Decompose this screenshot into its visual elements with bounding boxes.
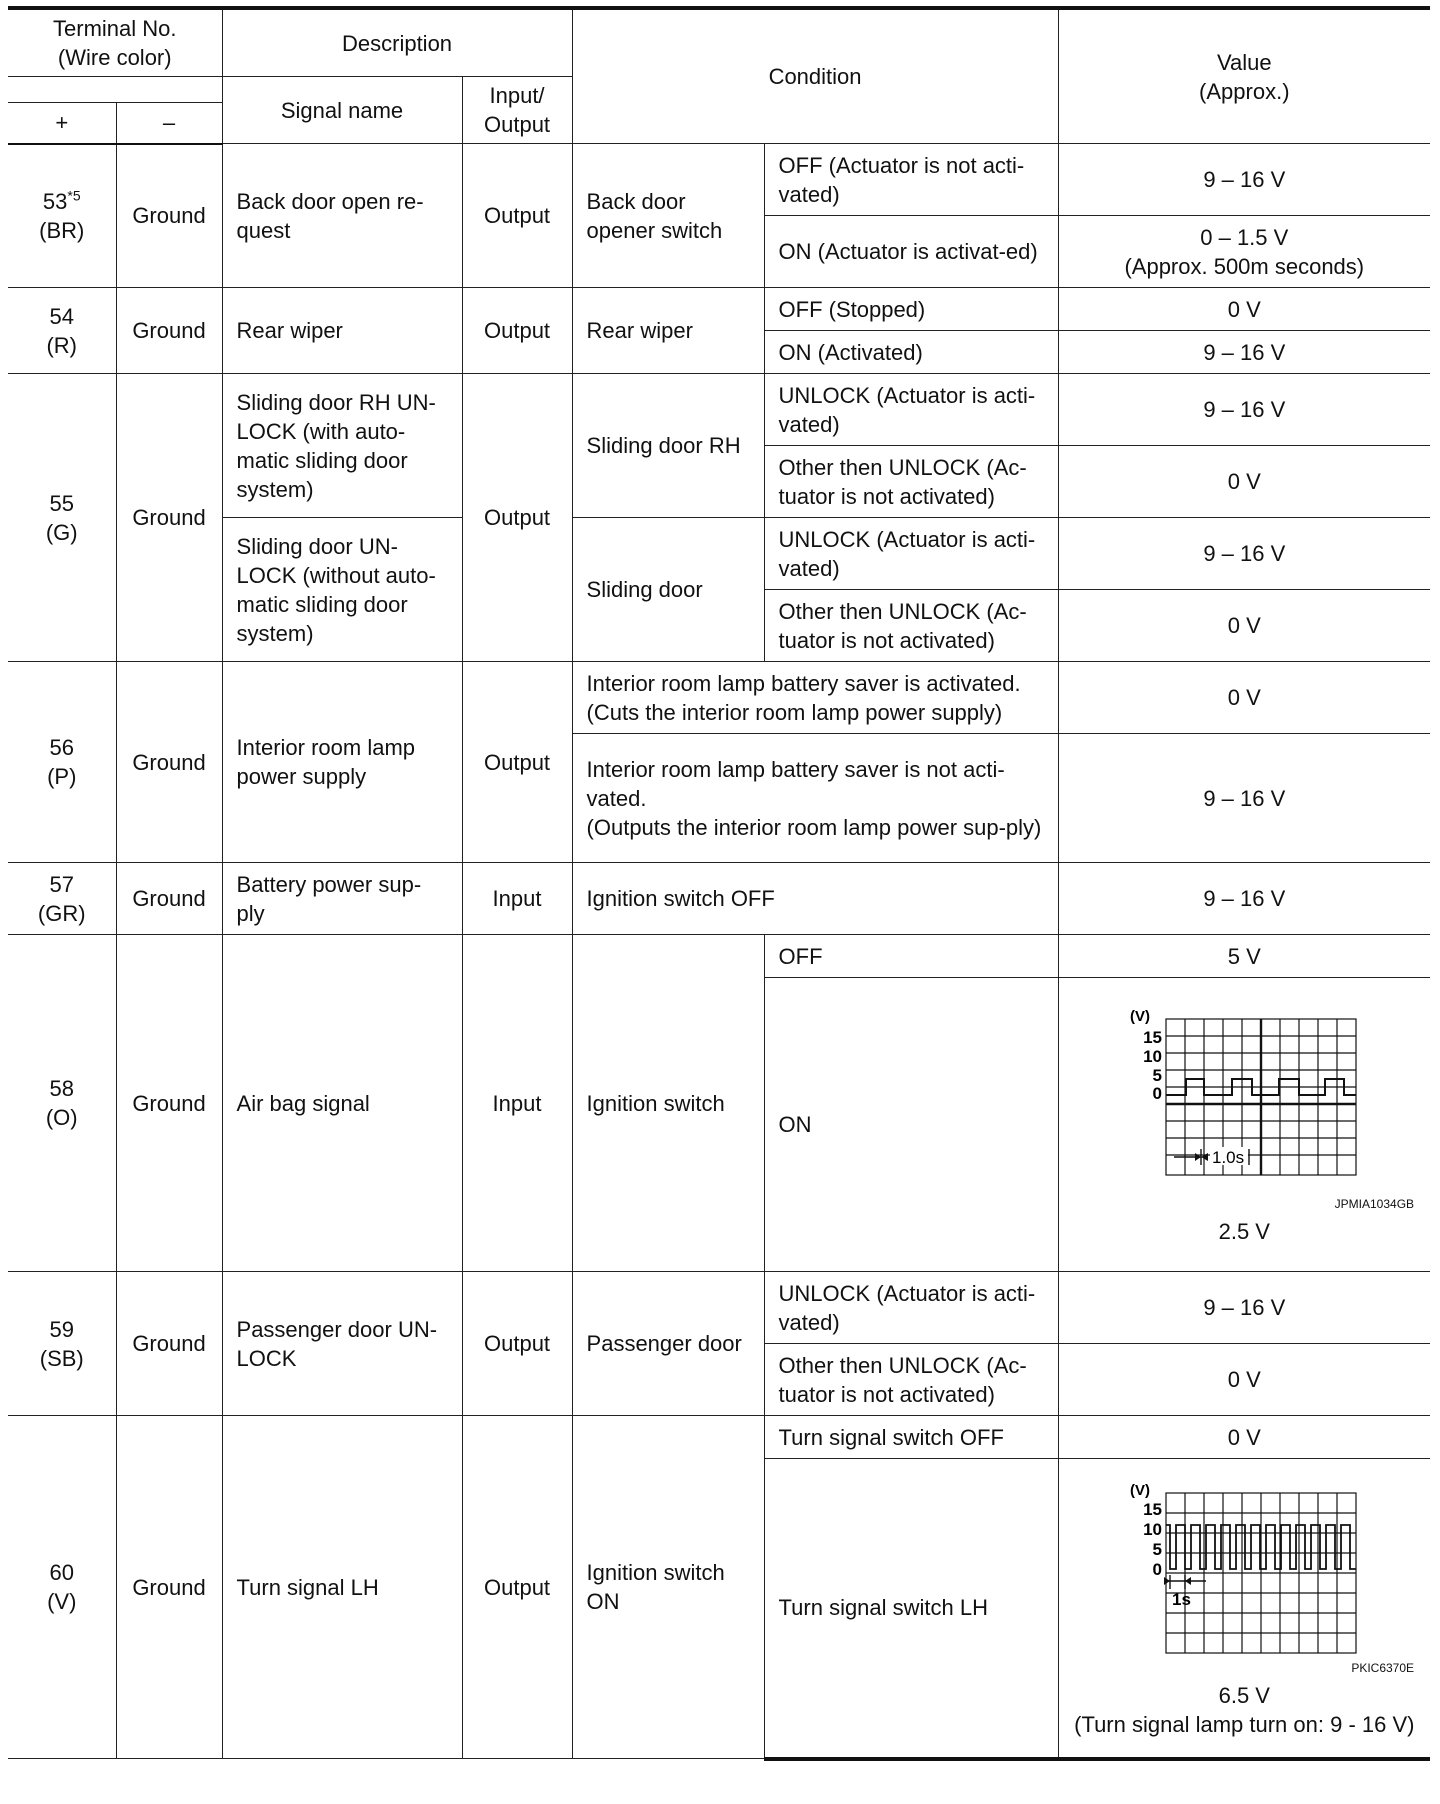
- value-cell: 0 V: [1058, 288, 1430, 331]
- waveform-tick: 5: [1152, 1539, 1163, 1559]
- terminal-number: 55: [49, 490, 74, 516]
- header-terminal-no: [8, 8, 222, 77]
- io-cell: Output: [462, 144, 572, 288]
- condition-line: Interior room lamp battery saver is activated.: [586, 670, 1021, 696]
- terminal-spec-table-container: [8, 6, 1430, 1761]
- condition-cell: Rear wiper: [572, 288, 764, 374]
- condition-cell: Passenger door: [572, 1272, 764, 1416]
- waveform-time-label: 1s: [1172, 1589, 1192, 1609]
- terminal-spec-table: [8, 6, 1430, 1761]
- condition-cell: Ignition switch OFF: [572, 863, 1058, 935]
- signal-name-cell: Battery power sup-ply: [222, 863, 462, 935]
- header-description: Description: [222, 8, 572, 77]
- sub-condition-cell: OFF (Actuator is not acti-vated): [764, 144, 1058, 216]
- terminal-number: 57: [49, 871, 74, 897]
- signal-name-cell: Back door open re-quest: [222, 144, 462, 288]
- io-cell: Output: [462, 374, 572, 662]
- terminal-cell-53: [8, 144, 116, 288]
- waveform-tick: 0: [1152, 1084, 1163, 1103]
- wire-color: (R): [46, 332, 78, 358]
- signal-name-cell: Interior room lamp power supply: [222, 662, 462, 863]
- sub-condition-cell: OFF (Stopped): [764, 288, 1058, 331]
- signal-name-cell: Rear wiper: [222, 288, 462, 374]
- condition-cell: Back door opener switch: [572, 144, 764, 288]
- figure-id: PKIC6370E: [1351, 1660, 1415, 1675]
- waveform-grid: [1166, 1493, 1356, 1653]
- condition-line: Interior room lamp battery saver is not acti-vated.: [586, 756, 1005, 811]
- header-value: [1058, 8, 1430, 144]
- wire-color: (SB): [39, 1345, 84, 1371]
- sub-condition-cell: UNLOCK (Actuator is acti-vated): [764, 518, 1058, 590]
- value-cell: 0 V: [1058, 1344, 1430, 1416]
- ground-cell: Ground: [116, 863, 222, 935]
- terminal-footnote: *5: [67, 187, 81, 204]
- sub-condition-cell: UNLOCK (Actuator is acti-vated): [764, 1272, 1058, 1344]
- header-input-output: [462, 77, 572, 144]
- signal-name-cell: Air bag signal: [222, 935, 462, 1272]
- sub-condition-cell: UNLOCK (Actuator is acti-vated): [764, 374, 1058, 446]
- io-cell: Output: [462, 288, 572, 374]
- sub-condition-cell: Other then UNLOCK (Ac-tuator is not activated): [764, 1344, 1058, 1416]
- condition-note: (Cuts the interior room lamp power supply): [586, 699, 1003, 725]
- terminal-cell-60: [8, 1416, 116, 1759]
- sub-condition-cell: Turn signal switch OFF: [764, 1416, 1058, 1459]
- signal-name-cell: Sliding door RH UN-LOCK (with auto-matic sliding door system): [222, 374, 462, 518]
- io-cell: Output: [462, 1272, 572, 1416]
- value-cell: 9 – 16 V: [1058, 374, 1430, 446]
- condition-cell: Ignition switch: [572, 935, 764, 1272]
- ground-cell: Ground: [116, 1416, 222, 1759]
- header-signal-name: Signal name: [222, 77, 462, 144]
- header-io-line1: Input/: [489, 83, 545, 108]
- ground-cell: Ground: [116, 144, 222, 288]
- figure-id: JPMIA1034GB: [1334, 1197, 1415, 1211]
- terminal-number: 53$^{*5}$: [42, 187, 81, 214]
- io-cell: Output: [462, 1416, 572, 1759]
- value-cell: 0 V: [1058, 662, 1430, 734]
- condition-cell: Sliding door RH: [572, 374, 764, 518]
- terminal-number: 59: [49, 1316, 74, 1342]
- value-cell: 9 – 16 V: [1058, 734, 1430, 863]
- sub-condition-cell: ON: [764, 978, 1058, 1272]
- terminal-cell-54: [8, 288, 116, 374]
- table-row: [8, 374, 1430, 446]
- turn-signal-waveform-chart: [1124, 1481, 1364, 1659]
- waveform-tick: 10: [1143, 1047, 1163, 1066]
- value-cell: 0 V: [1058, 590, 1430, 662]
- value-line: 0 – 1.5 V: [1200, 224, 1289, 250]
- wire-color: (V): [47, 1589, 77, 1614]
- ground-cell: Ground: [116, 288, 222, 374]
- waveform-value: 6.5 V: [1218, 1682, 1270, 1708]
- time-arrow-icon: [1164, 1577, 1170, 1585]
- waveform-tick: 10: [1143, 1519, 1163, 1539]
- waveform-value-note: (Turn signal lamp turn on: 9 - 16 V): [1074, 1711, 1415, 1737]
- terminal-cell-55: [8, 374, 116, 662]
- value-cell: 0 V: [1058, 1416, 1430, 1459]
- wire-color: (G): [45, 519, 78, 545]
- table-row: [8, 1272, 1430, 1344]
- terminal-cell-59: [8, 1272, 116, 1416]
- header-terminal-label: Terminal No.: [53, 16, 177, 41]
- io-cell: Output: [462, 662, 572, 863]
- wire-color: (O): [45, 1105, 78, 1130]
- terminal-number: 56: [49, 735, 74, 760]
- terminal-cell-58: [8, 935, 116, 1272]
- sub-condition-cell: Other then UNLOCK (Ac-tuator is not activated): [764, 590, 1058, 662]
- header-condition: Condition: [572, 8, 1058, 144]
- header-io-line2: Output: [484, 112, 551, 137]
- signal-name-cell: Passenger door UN-LOCK: [222, 1272, 462, 1416]
- sub-condition-cell: OFF: [764, 935, 1058, 978]
- ground-cell: Ground: [116, 374, 222, 662]
- condition-cell: [572, 734, 1058, 863]
- terminal-cell-56: [8, 662, 116, 863]
- table-row: [8, 662, 1430, 734]
- waveform-tick: 15: [1143, 1499, 1163, 1519]
- time-arrow-icon: [1185, 1577, 1191, 1585]
- value-note: (Approx. 500m seconds): [1124, 253, 1365, 279]
- header-approx-label: (Approx.): [1199, 78, 1290, 104]
- table-row: [8, 863, 1430, 935]
- sub-condition-cell: ON (Actuator is activat-ed): [764, 216, 1058, 288]
- condition-cell: Ignition switch ON: [572, 1416, 764, 1759]
- wire-color: (BR): [39, 217, 85, 243]
- value-cell: 9 – 16 V: [1058, 331, 1430, 374]
- ground-cell: Ground: [116, 662, 222, 863]
- signal-name-cell: Turn signal LH: [222, 1416, 462, 1759]
- table-row: [8, 144, 1430, 216]
- header-value-label: Value: [1216, 49, 1272, 75]
- waveform-value-cell: [1058, 1459, 1430, 1759]
- terminal-number: 60: [49, 1560, 74, 1585]
- table-row: [8, 935, 1430, 978]
- value-cell: 5 V: [1058, 935, 1430, 978]
- condition-cell: Sliding door: [572, 518, 764, 662]
- waveform-tick: 15: [1143, 1028, 1163, 1047]
- terminal-number: 54: [49, 303, 74, 329]
- sub-condition-cell: ON (Activated): [764, 331, 1058, 374]
- waveform-tick: 5: [1152, 1066, 1163, 1085]
- waveform-time-label: 1.0s: [1212, 1148, 1245, 1167]
- io-cell: Input: [462, 935, 572, 1272]
- signal-name-cell: Sliding door UN-LOCK (without auto-matic sliding door system): [222, 518, 462, 662]
- header-terminal-spacer: [8, 77, 222, 103]
- value-cell: 9 – 16 V: [1058, 863, 1430, 935]
- sub-condition-cell: Other then UNLOCK (Ac-tuator is not activated): [764, 446, 1058, 518]
- terminal-cell-57: [8, 863, 116, 935]
- value-cell: 9 – 16 V: [1058, 518, 1430, 590]
- waveform-unit: (V): [1130, 1481, 1151, 1499]
- value-cell: [1058, 216, 1430, 288]
- terminal-number: 58: [49, 1076, 74, 1101]
- header-minus: –: [116, 102, 222, 143]
- waveform-unit: (V): [1130, 1008, 1151, 1025]
- waveform-value-cell: [1058, 978, 1430, 1272]
- condition-cell: [572, 662, 1058, 734]
- sub-condition-cell: Turn signal switch LH: [764, 1459, 1058, 1759]
- waveform-grid: [1166, 1019, 1356, 1175]
- time-arrow-icon: [1195, 1153, 1201, 1161]
- wire-color: (P): [47, 764, 77, 789]
- header-plus: +: [8, 102, 116, 143]
- table-row: [8, 518, 1430, 590]
- ground-cell: Ground: [116, 935, 222, 1272]
- wire-color: (GR): [37, 900, 86, 926]
- value-cell: 0 V: [1058, 446, 1430, 518]
- condition-note: (Outputs the interior room lamp power sup-ply): [586, 814, 1042, 840]
- table-row: [8, 1416, 1430, 1459]
- airbag-waveform-chart: [1124, 1007, 1364, 1195]
- header-wire-color-label: (Wire color): [57, 45, 172, 70]
- io-cell: Input: [462, 863, 572, 935]
- waveform-value: 2.5 V: [1218, 1219, 1270, 1244]
- waveform-tick: 0: [1152, 1559, 1163, 1579]
- ground-cell: Ground: [116, 1272, 222, 1416]
- value-cell: 9 – 16 V: [1058, 1272, 1430, 1344]
- table-row: [8, 288, 1430, 331]
- value-cell: 9 – 16 V: [1058, 144, 1430, 216]
